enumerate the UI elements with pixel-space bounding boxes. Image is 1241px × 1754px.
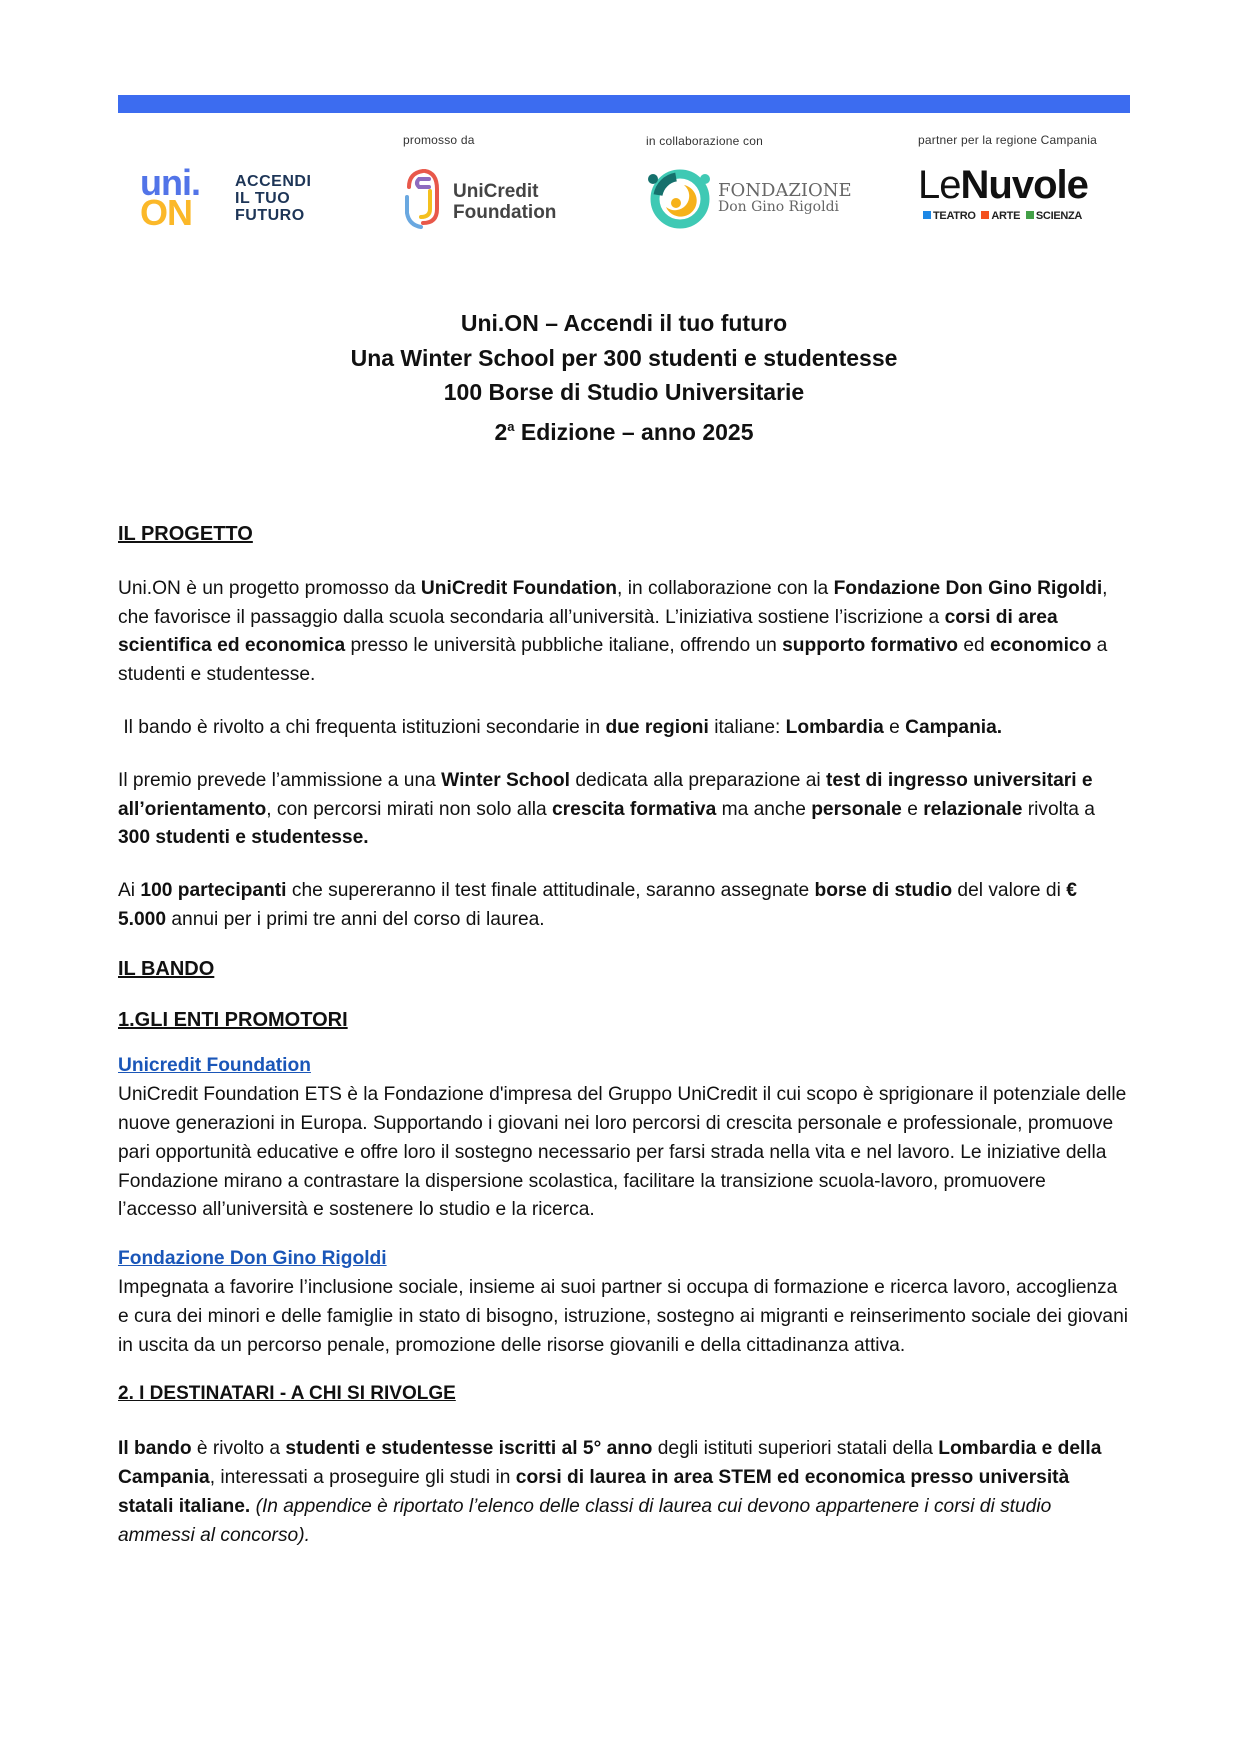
wordmark-line: Foundation	[453, 202, 557, 223]
wordmark-line: UniCredit	[453, 181, 539, 202]
title-line: Uni.ON – Accendi il tuo futuro	[460, 310, 788, 336]
fondazione-rigoldi-link[interactable]: Fondazione Don Gino Rigoldi	[118, 1248, 387, 1270]
bold-run: personale	[811, 798, 902, 820]
text-run: , interessati a proseguire gli studi in	[209, 1466, 516, 1488]
wordmark-line: FONDAZIONE	[718, 180, 852, 201]
text-run: e	[883, 716, 906, 738]
text-run: presso le università pubbliche italiane, offrendo un	[345, 635, 783, 657]
bold-run: € 5.000	[118, 880, 1077, 930]
progetto-paragraph-4	[118, 877, 1130, 935]
bold-run: 300 studenti e studentesse.	[118, 827, 369, 849]
text-run: che supereranno il test finale attitudinale, saranno assegnate	[286, 880, 815, 902]
lenuvole-tag: TEATRO	[933, 210, 976, 222]
unicredit-foundation-link[interactable]: Unicredit Foundation	[118, 1055, 311, 1077]
text-run: a studenti e studentesse.	[118, 635, 1108, 686]
edition-text: Edizione – anno 2025	[514, 418, 754, 445]
bold-run: Campania.	[905, 716, 1003, 738]
progetto-paragraph-3	[118, 767, 1130, 853]
bold-run: economico	[990, 635, 1092, 657]
title-line: Una Winter School per 300 studenti e studentesse	[350, 344, 898, 371]
text-run: annui per i primi tre anni del corso di laurea.	[166, 908, 545, 930]
unicredit-foundation-description: UniCredit Foundation ETS è la Fondazione d'impresa del Gruppo UniCredit il cui scopo è sprigionare il potenziale delle nuove generazioni in Europa. Supportando i giovani nei loro percorsi di crescita personale e professionale, promuove pari opportunità educative e offre loro il sostegno necessario per farsi strada nella vita e nel lavoro. Le iniziative della Fondazione mirano a contrastare la dispersione scolastica, facilitare la transizione scuola-lavoro, promuovere l’accesso all’università e sostenere lo studio e la ricerca.	[118, 1084, 1127, 1221]
wordmark-line: Don Gino Rigoldi	[718, 199, 840, 215]
progetto-paragraph-1	[118, 575, 1130, 690]
text-run: , con percorsi mirati non solo alla	[266, 798, 553, 820]
union-logo	[140, 162, 340, 235]
bold-run: crescita formativa	[552, 798, 717, 820]
partner-logos-row	[118, 125, 1130, 245]
lenuvole-tag: ARTE	[991, 210, 1021, 222]
document-title	[118, 306, 1130, 449]
section-heading-destinatari: 2. I DESTINATARI - A CHI SI RIVOLGE	[118, 1383, 456, 1405]
bold-run: Lombardia	[785, 716, 884, 738]
document-body	[118, 520, 1130, 1550]
orange-square-icon	[981, 211, 989, 219]
bold-run: Il bando	[118, 1438, 192, 1460]
bold-run: corsi di area scientifica ed economica	[118, 606, 1058, 657]
wordmark-bold: Nuvole	[960, 163, 1088, 207]
bold-run: due regioni	[605, 716, 709, 738]
text-run: Il premio prevede l’ammissione a una	[118, 769, 442, 791]
bold-run: UniCredit Foundation	[420, 577, 618, 599]
title-line	[118, 410, 1130, 450]
text-run: Uni.ON è un progetto promosso da	[118, 577, 421, 599]
text-run: è rivolto a	[191, 1438, 286, 1460]
bold-run: corsi di laurea in area STEM ed economica presso università statali italiane.	[118, 1466, 1070, 1517]
bold-run: Winter School	[441, 769, 570, 791]
partner-caption: partner per la regione Campania	[918, 133, 1097, 147]
section-heading-enti-promotori: 1.GLI ENTI PROMOTORI	[118, 1008, 348, 1031]
lenuvole-wordmark	[918, 163, 1088, 207]
text-run: rivolta a	[1022, 798, 1095, 820]
edition-superscript: a	[507, 418, 515, 434]
bold-run: test di ingresso universitari e all’orientamento	[118, 769, 1093, 820]
bold-run: 100 partecipanti	[140, 880, 287, 902]
section-heading-progetto: IL PROGETTO	[118, 523, 253, 545]
tagline-line: ACCENDI	[235, 173, 312, 190]
text-run: italiane:	[708, 716, 786, 738]
tagline-line: IL TUO	[235, 190, 291, 207]
collaboration-caption: in collaborazione con	[646, 134, 763, 148]
union-logo-uni: uni.	[140, 162, 200, 203]
bold-run: Lombardia e della Campania	[118, 1438, 1102, 1488]
fondazione-rigoldi-description: Impegnata a favorire l’inclusione sociale, insieme ai suoi partner si occupa di formazione e ricerca lavoro, accoglienza e cura dei minori e delle famiglie in stato di bisogno, istruzione, sostegno ai migranti e reinserimento sociale dei giovani in uscita da un percorso penale, promozione delle risorse giovanili e della cittadinanza attiva.	[118, 1276, 1129, 1356]
wordmark-light: Le	[918, 163, 961, 207]
bold-run: supporto formativo	[782, 635, 959, 657]
text-run: ma anche	[716, 798, 812, 820]
text-run: , in collaborazione con la	[617, 577, 834, 599]
bold-run: studenti e studentesse iscritti al 5° anno	[285, 1438, 653, 1460]
text-run: del valore di	[952, 880, 1067, 902]
text-run: , che favorisce il passaggio dalla scuola secondaria all’università. L’iniziativa sostiene l’iscrizione a	[118, 577, 1108, 628]
tagline-line: FUTURO	[235, 207, 305, 224]
unicredit-foundation-logo-icon	[403, 165, 443, 229]
destinatari-paragraph	[118, 1435, 1130, 1550]
union-logo-tagline	[235, 173, 311, 224]
unicredit-foundation-wordmark	[453, 181, 556, 223]
fondazione-rigoldi-wordmark	[718, 182, 852, 216]
edition-number: 2	[494, 418, 508, 445]
text-run: e	[901, 798, 924, 820]
text-run: dedicata alla preparazione ai	[569, 769, 826, 791]
text-run: degli istituti superiori statali della	[652, 1438, 939, 1460]
union-logo-on: ON	[140, 192, 192, 233]
blue-square-icon	[923, 211, 931, 219]
rigoldi-logo-icon	[646, 165, 712, 231]
bold-run: borse di studio	[814, 880, 953, 902]
italic-run: (In appendice è riportato l’elenco delle classi di laurea cui devono appartenere i corsi di studio ammessi al concorso).	[118, 1495, 1052, 1546]
progetto-paragraph-2	[118, 714, 1130, 743]
text-run: ed	[958, 635, 991, 657]
text-run: Il bando è rivolto a chi frequenta istituzioni secondarie in	[118, 716, 606, 738]
bold-run: Fondazione Don Gino Rigoldi	[833, 577, 1103, 599]
lenuvole-tags	[920, 210, 1082, 222]
top-accent-bar	[118, 95, 1130, 113]
text-run: Ai	[118, 880, 141, 902]
lenuvole-tag: SCIENZA	[1035, 210, 1083, 222]
bold-run: relazionale	[923, 798, 1023, 820]
section-heading-bando: IL BANDO	[118, 957, 215, 980]
title-line: 100 Borse di Studio Universitarie	[443, 379, 805, 405]
promoted-by-caption: promosso da	[403, 133, 475, 147]
green-square-icon	[1026, 211, 1034, 219]
